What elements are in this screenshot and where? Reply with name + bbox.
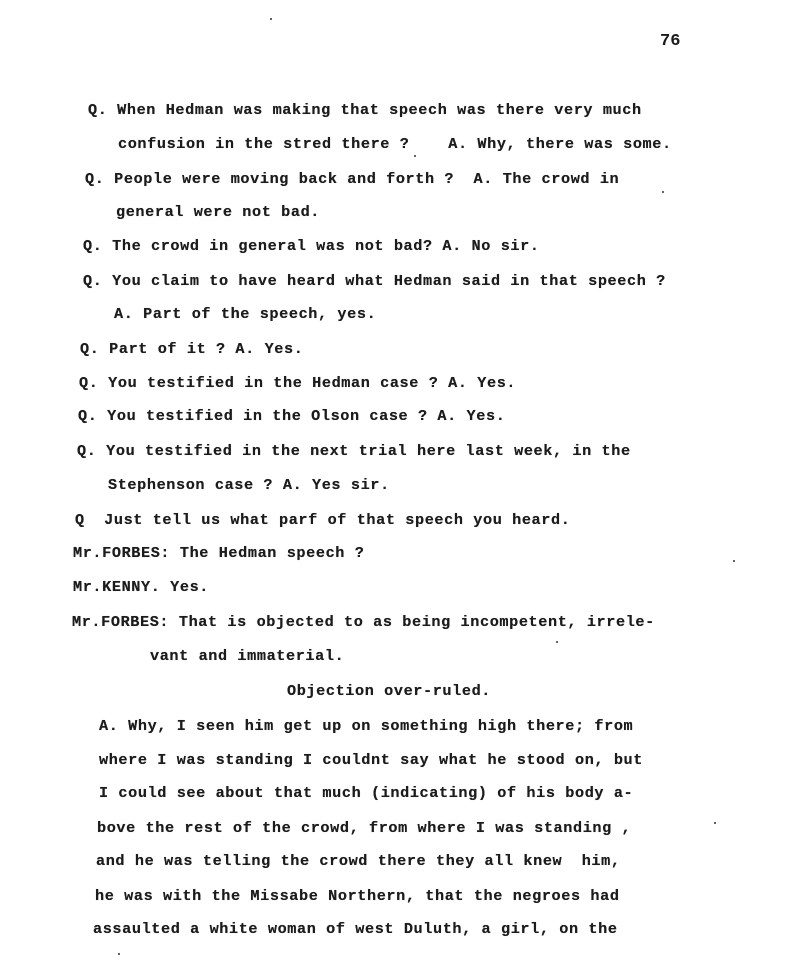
transcript-line: and he was telling the crowd there they all knew him, xyxy=(96,852,621,870)
scan-speck xyxy=(662,191,664,193)
transcript-line: Q. You testified in the next trial here last week, in the xyxy=(77,442,631,460)
transcript-line: Q. You testified in the Hedman case ? A. Yes. xyxy=(79,374,517,392)
scan-speck xyxy=(270,18,272,20)
transcript-line: vant and immaterial. xyxy=(150,647,345,665)
transcript-line: Q. You testified in the Olson case ? A. Yes. xyxy=(78,407,506,425)
transcript-line: Q. When Hedman was making that speech was there very much xyxy=(88,101,642,119)
scan-speck xyxy=(414,155,416,157)
transcript-line: he was with the Missabe Northern, that the negroes had xyxy=(95,887,620,905)
transcript-line: Stephenson case ? A. Yes sir. xyxy=(108,476,390,494)
page-number: 76 xyxy=(660,32,681,51)
transcript-line: A. Part of the speech, yes. xyxy=(114,305,377,323)
scan-speck xyxy=(714,822,716,824)
scan-speck xyxy=(733,560,735,562)
transcript-line: general were not bad. xyxy=(116,203,320,221)
transcript-line: Q. You claim to have heard what Hedman said in that speech ? xyxy=(83,272,666,290)
scan-speck xyxy=(556,641,558,643)
transcript-line: Q. The crowd in general was not bad? A. No sir. xyxy=(83,237,540,255)
transcript-line: Mr.FORBES: The Hedman speech ? xyxy=(73,544,365,562)
transcript-line: bove the rest of the crowd, from where I was standing , xyxy=(97,819,632,837)
transcript-line: Mr.FORBES: That is objected to as being incompetent, irrele- xyxy=(72,613,655,631)
transcript-line: Q. Part of it ? A. Yes. xyxy=(80,340,304,358)
transcript-line: Mr.KENNY. Yes. xyxy=(73,578,209,596)
transcript-line: Objection over-ruled. xyxy=(287,682,491,700)
transcript-line: A. Why, I seen him get up on something high there; from xyxy=(99,717,634,735)
transcript-line: Q Just tell us what parf of that speech you heard. xyxy=(75,511,571,529)
transcript-line: Q. People were moving back and forth ? A. The crowd in xyxy=(85,170,620,188)
transcript-line: assaulted a white woman of west Duluth, a girl, on the xyxy=(93,920,618,938)
transcript-line: confusion in the stred there ? A. Why, there was some. xyxy=(118,135,672,153)
scan-speck xyxy=(118,953,120,955)
transcript-line: where I was standing I couldnt say what he stood on, but xyxy=(99,751,643,769)
transcript-line: I could see about that much (indicating) of his body a- xyxy=(99,784,634,802)
